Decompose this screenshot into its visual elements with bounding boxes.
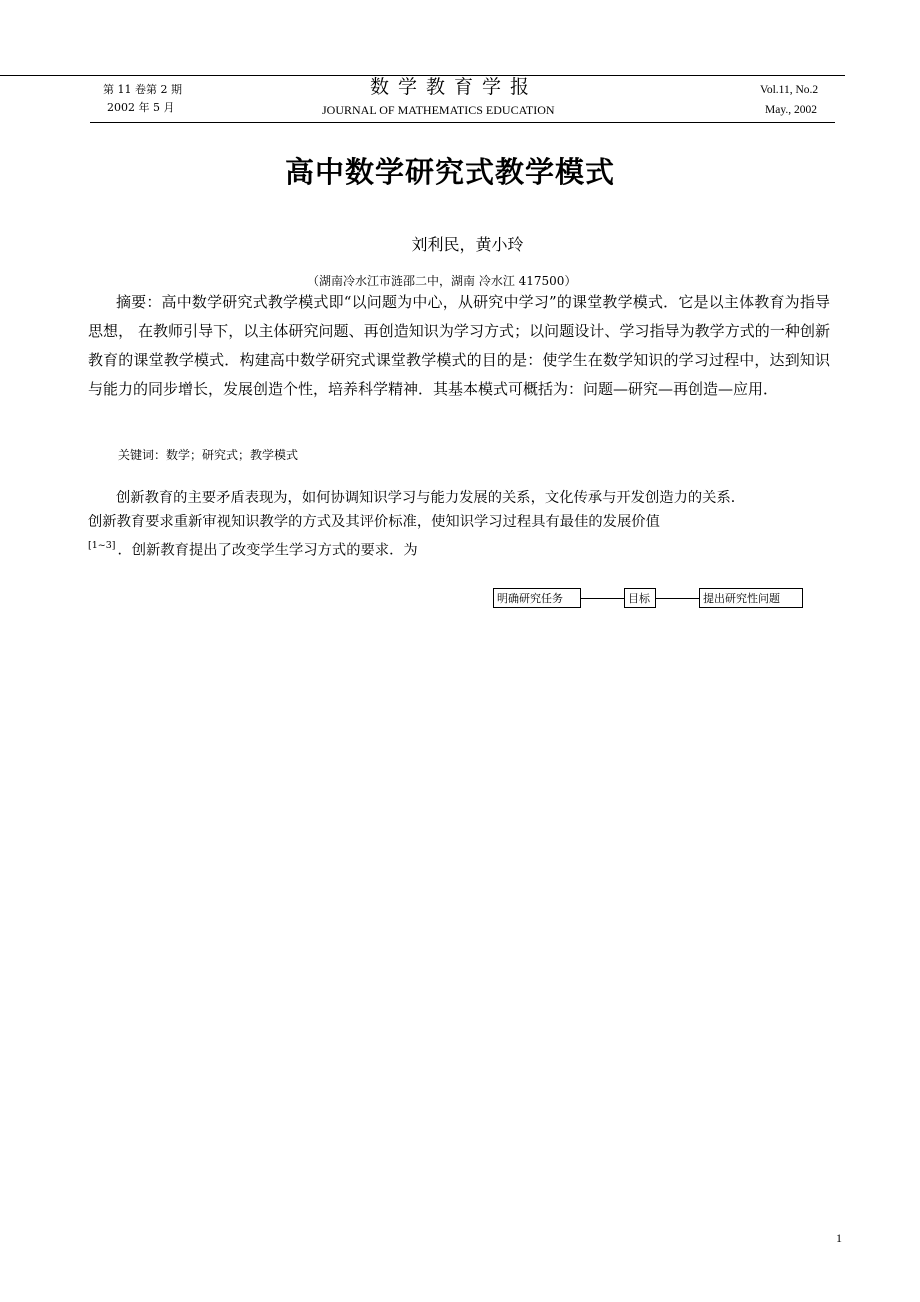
body-line-3 <box>88 534 833 563</box>
issue-date-cn: 2002 年 5 月 <box>107 101 175 114</box>
article-abstract: 摘要：高中数学研究式教学模式即“以问题为中心，从研究中学习”的课堂教学模式．它是以主体教育为指导思想， 在教师引导下，以主体研究问题、再创造知识为学习方式；以问题设计、学习指导为教学方式的一种创新教育的课堂教学模式．构建高中数学研究式课堂教学模式的目的是：使学生在数学知识的学习过程中，达到知识与能力的同步增长，发展创造个性，培养科学精神．其基本模式可概括为：问题—研究—再创造—应用． <box>88 293 830 398</box>
body-paragraph <box>88 486 833 563</box>
date-en: May., 2002 <box>765 104 817 116</box>
article-affiliation: （湖南冷水江市涟邵二中，湖南 冷水江 417500） <box>307 274 577 288</box>
article-title: 高中数学研究式教学模式 <box>284 155 615 189</box>
header-bottom-rule <box>90 122 835 123</box>
flow-box-goal: 目标 <box>624 588 656 608</box>
flow-connector-1 <box>581 598 624 599</box>
citation-ref: [1~3] <box>88 540 116 551</box>
article-authors: 刘利民，黄小玲 <box>411 235 524 254</box>
journal-title-en: JOURNAL OF MATHEMATICS EDUCATION <box>322 103 555 117</box>
article-keywords: 关键词：数学；研究式；教学模式 <box>118 448 299 462</box>
body-line-2: 创新教育要求重新审视知识教学的方式及其评价标准，使知识学习过程具有最佳的发展价值 <box>88 514 660 530</box>
volume-issue: 第 11 卷第 2 期 <box>103 83 182 96</box>
body-line-3-text: ．创新教育提出了改变学生学习方式的要求．为 <box>117 542 418 559</box>
flow-connector-2 <box>656 598 699 599</box>
journal-title-cn: 数学教育学报 <box>370 76 539 98</box>
flow-box-question: 提出研究性问题 <box>699 588 803 608</box>
volume-en: Vol.11, No.2 <box>760 84 819 96</box>
flow-box-task: 明确研究任务 <box>493 588 581 608</box>
body-line-1: 创新教育的主要矛盾表现为，如何协调知识学习与能力发展的关系，文化传承与开发创造力的关系． <box>116 490 746 506</box>
page-number: 1 <box>836 1231 842 1245</box>
